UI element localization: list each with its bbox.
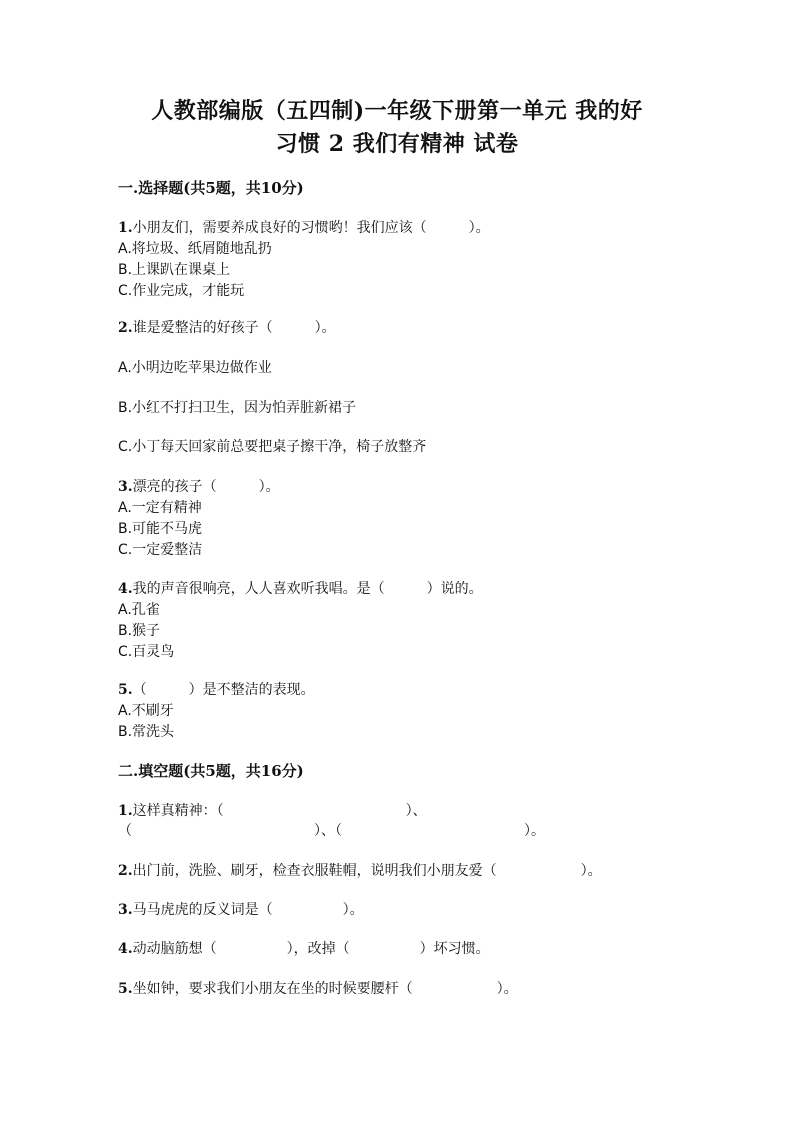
question-number: 2. [118,863,133,879]
question-4-option-b: B.猴子 [118,623,161,639]
exam-title-line-1: 人教部编版（五四制)一年级下册第一单元 我的好 [151,98,643,124]
question-text: 动动脑筋想（ ），改掉（ ）坏习惯。 [132,941,490,957]
question-2-option-a: A.小明边吃苹果边做作业 [118,360,272,376]
question-4-option-c: C.百灵鸟 [118,644,175,660]
question-2-option-b: B.小红不打扫卫生，因为怕弄脏新裙子 [118,400,357,416]
question-text: 坐如钟，要求我们小朋友在坐的时候要腰杆（ ）。 [132,981,518,997]
question-number: 1. [118,220,133,236]
question-number: 5. [118,981,133,997]
question-text: 谁是爱整洁的好孩子（ ）。 [132,320,336,336]
question-text: 这样真精神：（ ）、 [132,803,427,819]
question-5-option-b: B.常洗头 [118,724,175,740]
fill-question-1-continuation: （ ）、（ ）。 [118,823,545,839]
question-number: 4. [118,581,133,597]
question-1-option-a: A.将垃圾、纸屑随地乱扔 [118,241,272,257]
question-1-stem [118,218,490,238]
question-text: 漂亮的孩子（ ）。 [132,479,280,495]
question-1-option-b: B.上课趴在课桌上 [118,262,231,278]
question-3-stem [118,477,280,497]
fill-question-5-stem [118,979,518,999]
fill-question-4-stem [118,939,490,959]
question-3-option-a: A.一定有精神 [118,500,202,516]
section-heading-fill-in-blank: 二.填空题(共5题，共16分) [118,762,304,780]
question-2-option-c: C.小丁每天回家前总要把桌子擦干净，椅子放整齐 [118,439,427,455]
question-2-stem [118,318,336,338]
exam-title-line-2: 习惯 2 我们有精神 试卷 [275,131,519,157]
fill-question-3-stem [118,900,364,920]
question-3-option-b: B.可能不马虎 [118,521,203,537]
question-number: 3. [118,479,133,495]
question-number: 4. [118,941,133,957]
question-number: 5. [118,682,133,698]
question-number: 1. [118,803,133,819]
question-text: 我的声音很响亮，人人喜欢听我唱。是（ ）说的。 [132,581,483,597]
fill-question-1-stem [118,801,427,821]
question-text: 马马虎虎的反义词是（ ）。 [132,902,364,918]
question-1-option-c: C.作业完成，才能玩 [118,283,245,299]
question-5-stem [118,680,315,700]
question-3-option-c: C.一定爱整洁 [118,542,203,558]
question-text: （ ）是不整洁的表现。 [132,682,315,698]
question-4-stem [118,579,483,599]
question-4-option-a: A.孔雀 [118,602,160,618]
question-number: 3. [118,902,133,918]
question-text: 小朋友们，需要养成良好的习惯哟！我们应该（ ）。 [132,220,490,236]
question-number: 2. [118,320,133,336]
question-text: 出门前，洗脸、刷牙，检查衣服鞋帽，说明我们小朋友爱（ ）。 [132,863,602,879]
fill-question-2-stem [118,861,602,881]
question-5-option-a: A.不刷牙 [118,703,174,719]
section-heading-multiple-choice: 一.选择题(共5题，共10分) [118,179,304,197]
